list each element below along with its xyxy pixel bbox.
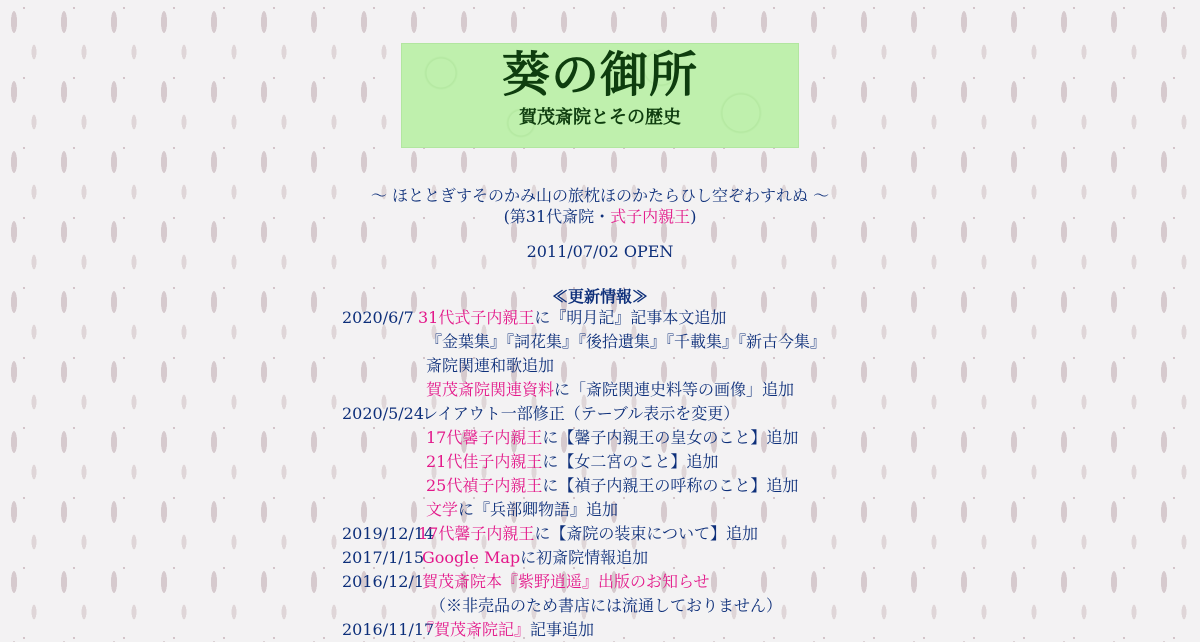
news-text: に『明月記』記事本文追加 — [534, 308, 727, 327]
news-text: 斎院関連和歌追加 — [426, 356, 555, 375]
news-text: （※非売品のため書店には流通しておりません） — [430, 596, 783, 615]
news-text: 『金葉集』『詞花集』『後拾遺集』『千載集』『新古今集』 — [426, 332, 827, 351]
news-link[interactable]: 賀茂斎院関連資料 — [426, 380, 555, 399]
news-row — [342, 618, 902, 642]
news-date: 2020/5/24 — [342, 404, 425, 423]
news-text: レイアウト一部修正（テーブル表示を変更） — [422, 404, 740, 423]
open-date: 2011/07/02 OPEN — [526, 242, 674, 261]
news-text: に【禎子内親王の呼称のこと】追加 — [542, 476, 799, 495]
news-row — [342, 330, 902, 354]
news-link[interactable]: Google Map — [422, 548, 521, 567]
news-list — [342, 306, 902, 642]
news-date: 2019/12/14 — [342, 524, 435, 543]
poet-line — [0, 204, 1200, 227]
news-date: 2017/1/15 — [342, 548, 425, 567]
news-row — [342, 474, 902, 498]
site-banner — [401, 43, 799, 148]
news-link[interactable]: 17代馨子内親王 — [418, 524, 535, 543]
news-date: 2016/12/1 — [342, 572, 425, 591]
news-link[interactable]: 『賀茂斎院記』 — [418, 620, 531, 639]
news-date: 2016/11/17 — [342, 620, 435, 639]
poet-link[interactable]: 式子内親王 — [610, 207, 691, 226]
news-row — [342, 450, 902, 474]
news-text: に【馨子内親王の皇女のこと】追加 — [542, 428, 799, 447]
news-row — [342, 306, 902, 330]
news-heading: ≪更新情報≫ — [551, 287, 648, 306]
news-text: に初斎院情報追加 — [520, 548, 649, 567]
site-subtitle: 賀茂斎院とその歴史 — [519, 107, 681, 128]
news-link[interactable]: 21代佳子内親王 — [426, 452, 543, 471]
news-row — [342, 594, 902, 618]
news-row — [342, 546, 902, 570]
poet-suffix: ) — [690, 207, 697, 226]
news-row — [342, 378, 902, 402]
news-link[interactable]: 17代馨子内親王 — [426, 428, 543, 447]
news-link[interactable]: 25代禎子内親王 — [426, 476, 543, 495]
news-row — [342, 402, 902, 426]
news-link[interactable]: 31代式子内親王 — [418, 308, 535, 327]
news-row — [342, 354, 902, 378]
news-row — [342, 426, 902, 450]
news-date: 2020/6/7 — [342, 308, 414, 327]
news-link[interactable]: 文学 — [426, 500, 459, 519]
news-text: に【女二宮のこと】追加 — [542, 452, 719, 471]
news-row — [342, 570, 902, 594]
news-text: に『兵部卿物語』追加 — [458, 500, 619, 519]
news-row — [342, 498, 902, 522]
site-title: 葵の御所 — [501, 47, 698, 103]
news-row — [342, 522, 902, 546]
news-text: 記事追加 — [530, 620, 595, 639]
news-text: に「斎院関連史料等の画像」追加 — [554, 380, 795, 399]
news-text: に【斎院の装束について】追加 — [534, 524, 759, 543]
poem-line: ～ ほととぎすそのかみ山の旅枕ほのかたらひし空ぞわすれぬ ～ — [370, 186, 830, 205]
poet-prefix: (第31代斎院・ — [503, 207, 611, 226]
news-link[interactable]: 賀茂斎院本『紫野逍遥』出版のお知らせ — [422, 572, 710, 591]
